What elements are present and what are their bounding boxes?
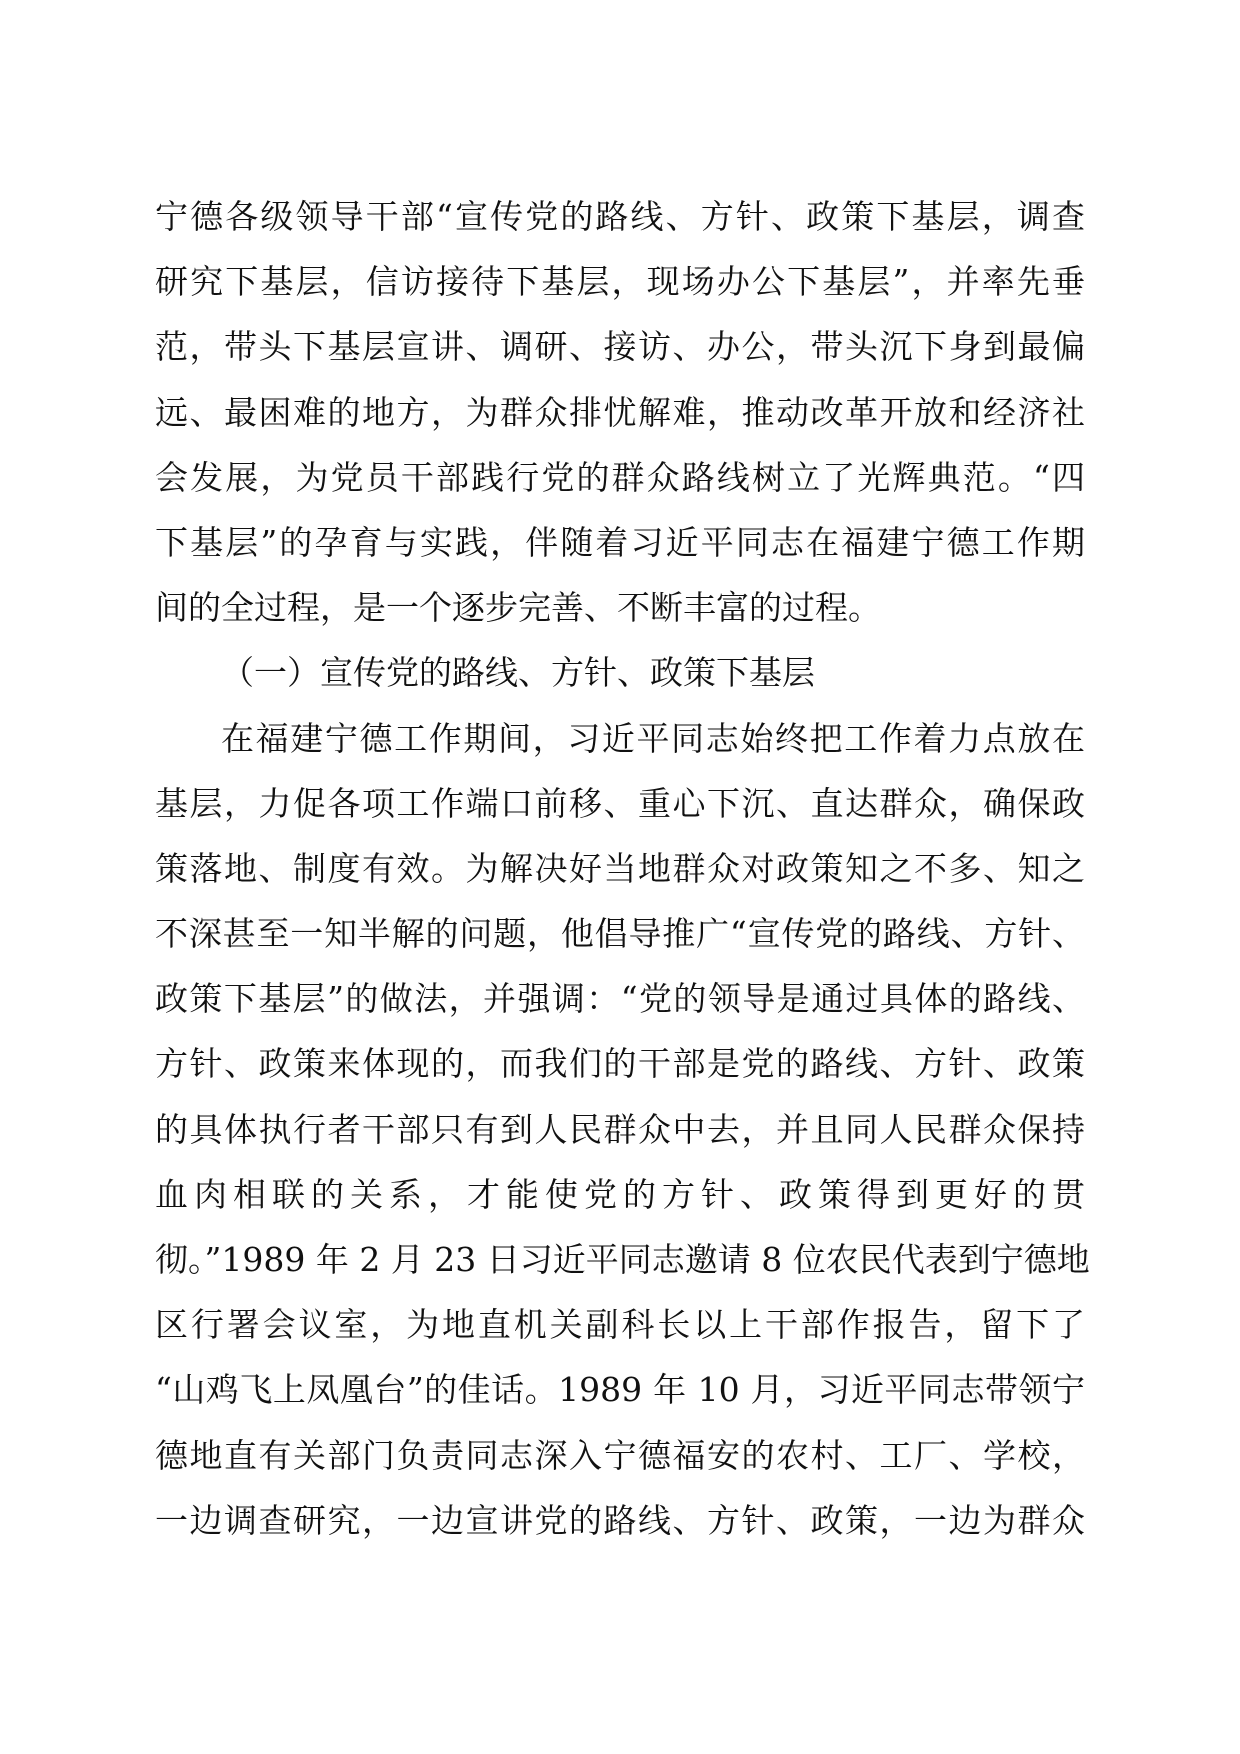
- text-line: 方针、政策来体现的，而我们的干部是党的路线、方针、政策: [155, 1044, 1085, 1084]
- text-line: 的具体执行者干部只有到人民群众中去，并且同人民群众保持: [155, 1109, 1085, 1149]
- text-line: “山鸡飞上凤凰台”的佳话。1989 年 10 月，习近平同志带领宁: [155, 1370, 1085, 1410]
- text-line: 彻。”1989 年 2 月 23 日习近平同志邀请 8 位农民代表到宁德地: [155, 1240, 1090, 1279]
- text-line: 策落地、制度有效。为解决好当地群众对政策知之不多、知之: [155, 848, 1085, 888]
- text-line: 德地直有关部门负责同志深入宁德福安的农村、工厂、学校，: [155, 1435, 1085, 1475]
- text-line: 间的全过程，是一个逐步完善、不断丰富的过程。: [155, 588, 881, 628]
- body-text: [155, 184, 1090, 1553]
- text-line: 下基层”的孕育与实践，伴随着习近平同志在福建宁德工作期: [155, 522, 1085, 562]
- text-line: 血肉相联的关系，才能使党的方针、政策得到更好的贯: [155, 1174, 1085, 1214]
- text-line: 区行署会议室，为地直机关副科长以上干部作报告，留下了: [155, 1305, 1085, 1345]
- text-line: 会发展，为党员干部践行党的群众路线树立了光辉典范。“四: [155, 457, 1085, 497]
- text-line: 政策下基层”的做法，并强调：“党的领导是通过具体的路线、: [155, 979, 1085, 1019]
- text-line: 研究下基层，信访接待下基层，现场办公下基层”，并率先垂: [155, 262, 1085, 302]
- text-line: 在福建宁德工作期间，习近平同志始终把工作着力点放在: [221, 718, 1085, 758]
- section-heading: （一）宣传党的路线、方针、政策下基层: [221, 653, 815, 693]
- text-line: 不深甚至一知半解的问题，他倡导推广“宣传党的路线、方针、: [155, 914, 1085, 954]
- text-line: 一边调查研究，一边宣讲党的路线、方针、政策，一边为群众: [155, 1500, 1085, 1540]
- text-line: 远、最困难的地方，为群众排忧解难，推动改革开放和经济社: [155, 392, 1085, 432]
- text-line: 宁德各级领导干部“宣传党的路线、方针、政策下基层，调查: [155, 197, 1085, 236]
- text-line: 范，带头下基层宣讲、调研、接访、办公，带头沉下身到最偏: [155, 327, 1085, 367]
- text-line: 基层，力促各项工作端口前移、重心下沉、直达群众，确保政: [155, 783, 1085, 823]
